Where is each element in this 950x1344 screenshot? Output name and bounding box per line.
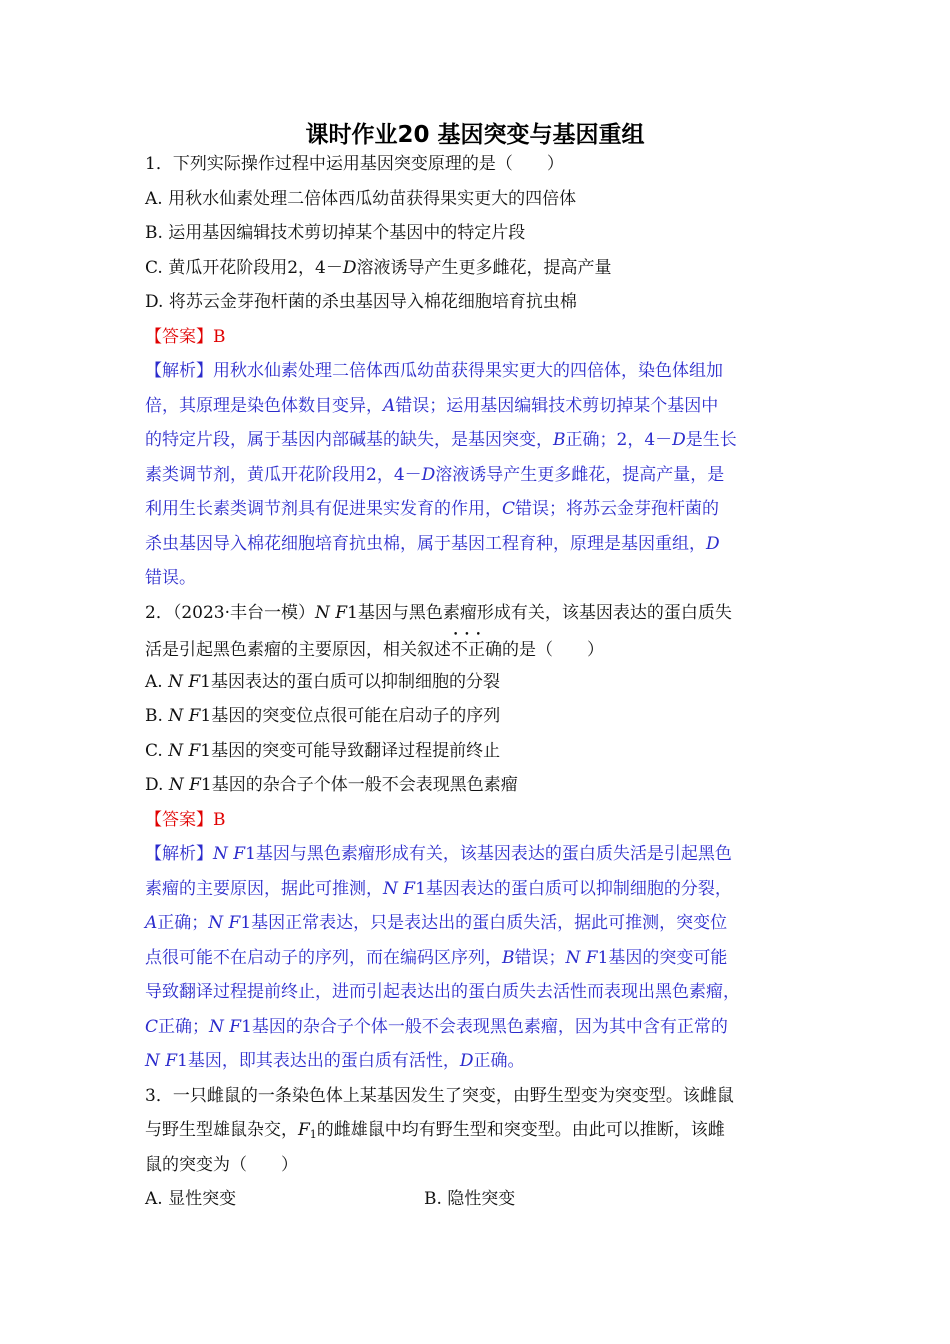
question-2-option-c: C. N F1基因的突变可能导致翻译过程提前终止 <box>145 740 501 761</box>
question-3-option-a: A. 显性突变 <box>145 1189 237 1209</box>
question-1-option-c: C. 黄瓜开花阶段用2，4－D溶液诱导产生更多雌花，提高产量 <box>145 257 612 278</box>
emphasis-dots: ••• 不正确 <box>451 633 502 667</box>
question-3-option-b: B. 隐性突变 <box>424 1189 516 1209</box>
question-2-stem: 2．（2023·丰台一模）N F1基因与黑色素瘤形成有关，该基因表达的蛋白质失 <box>145 602 732 623</box>
question-1-option-a: A. 用秋水仙素处理二倍体西瓜幼苗获得果实更大的四倍体 <box>145 188 577 209</box>
question-2-explanation-line: A正确；N F1基因正常表达，只是表达出的蛋白质失活，据此可推测，突变位 <box>145 913 728 933</box>
explanation-label: 【解析】 <box>145 361 213 381</box>
question-2-explanation-line: C正确；N F1基因的杂合子个体一般不会表现黑色素瘤，因为其中含有正常的 <box>145 1016 728 1037</box>
question-1-explanation-line: 【解析】用秋水仙素处理二倍体西瓜幼苗获得果实更大的四倍体，染色体组加 <box>145 361 723 381</box>
question-1-explanation-line: 素类调节剂，黄瓜开花阶段用2，4－D溶液诱导产生更多雌花，提高产量，是 <box>145 464 725 485</box>
question-3-options <box>145 1185 810 1220</box>
question-1-explanation-line: 的特定片段，属于基因内部碱基的缺失，是基因突变，B正确；2，4－D是生长 <box>145 430 737 450</box>
question-2-option-b: B. N F1基因的突变位点很可能在启动子的序列 <box>145 706 501 726</box>
question-2-option-d: D. N F1基因的杂合子个体一般不会表现黑色素瘤 <box>145 775 518 795</box>
question-2-answer: 【答案】B <box>145 809 226 830</box>
question-1-option-d: D. 将苏云金芽孢杆菌的杀虫基因导入棉花细胞培育抗虫棉 <box>145 292 577 312</box>
question-2-explanation-line: N F1基因，即其表达出的蛋白质有活性，D正确。 <box>145 1051 525 1071</box>
question-1-option-b: B. 运用基因编辑技术剪切掉某个基因中的特定片段 <box>145 223 526 243</box>
document-body <box>145 150 810 1220</box>
question-2-option-a: A. N F1基因表达的蛋白质可以抑制细胞的分裂 <box>145 671 500 692</box>
question-1-answer: 【答案】B <box>145 326 226 347</box>
question-3-stem: 3．一只雌鼠的一条染色体上某基因发生了突变，由野生型变为突变型。该雌鼠 <box>145 1085 734 1106</box>
question-2-explanation-line: 导致翻译过程提前终止，进而引起表达出的蛋白质失去活性而表现出黑色素瘤， <box>145 982 740 1002</box>
question-3-stem: 鼠的突变为（ ） <box>145 1154 298 1175</box>
question-1-stem: 1．下列实际操作过程中运用基因突变原理的是（ ） <box>145 154 564 174</box>
question-2-explanation-line: 点很可能不在启动子的序列，而在编码区序列，B错误；N F1基因的突变可能 <box>145 947 728 968</box>
question-1-explanation-line: 错误。 <box>145 568 196 588</box>
question-1-explanation-line: 杀虫基因导入棉花细胞培育抗虫棉，属于基因工程育种，原理是基因重组，D <box>145 533 720 554</box>
page-title: 课时作业20 基因突变与基因重组 <box>305 122 645 148</box>
question-2-explanation-line: 素瘤的主要原因，据此可推测，N F1基因表达的蛋白质可以抑制细胞的分裂， <box>145 878 732 899</box>
explanation-label: 【解析】 <box>145 844 213 864</box>
question-1-explanation-line: 倍，其原理是染色体数目变异，A错误；运用基因编辑技术剪切掉某个基因中 <box>145 395 719 416</box>
question-2-explanation-line: 【解析】N F1基因与黑色素瘤形成有关，该基因表达的蛋白质失活是引起黑色 <box>145 844 732 864</box>
question-3-stem: 与野生型雄鼠杂交，$F_1$的雌雄鼠中均有野生型和突变型。由此可以推断，该雌 <box>145 1120 725 1141</box>
question-1-explanation-line: 利用生长素类调节剂具有促进果实发育的作用，C错误；将苏云金芽孢杆菌的 <box>145 499 720 519</box>
question-2-stem: 活是引起黑色素瘤的主要原因，相关叙述••• 不正确的是（ ） <box>145 633 810 668</box>
